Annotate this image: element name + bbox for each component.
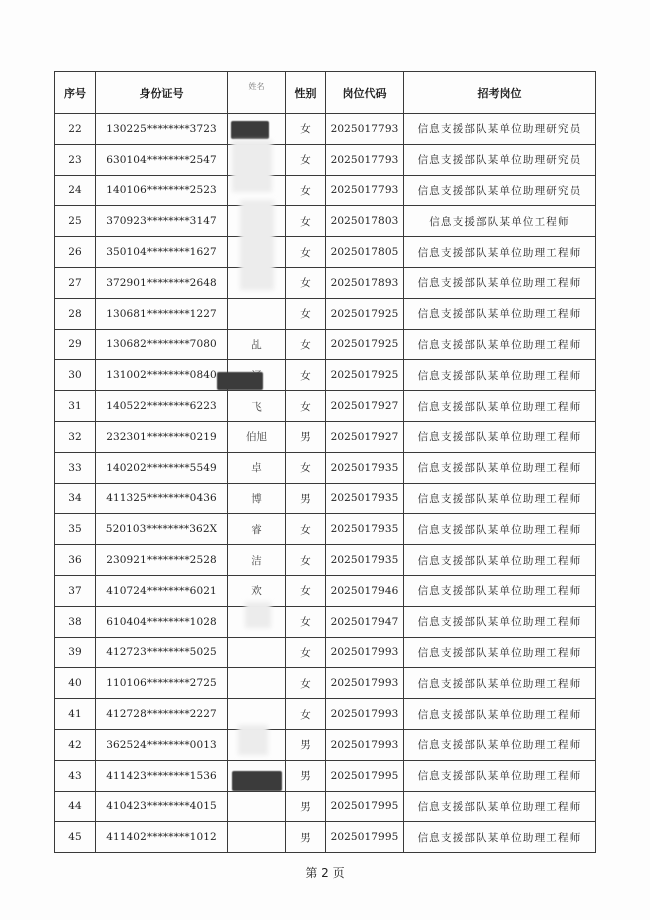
row-name (228, 822, 286, 853)
row-id-number: 412728********2227 (96, 699, 228, 730)
row-position: 信息支援部队某单位助理工程师 (404, 452, 596, 483)
redaction-smudge (240, 200, 274, 290)
header-name: 姓名 (228, 72, 286, 114)
row-name: 乩 (228, 329, 286, 360)
row-id-number: 372901********2648 (96, 267, 228, 298)
row-index: 32 (55, 421, 96, 452)
row-gender: 女 (286, 637, 326, 668)
row-position-code: 2025017995 (326, 760, 404, 791)
row-position-code: 2025017927 (326, 421, 404, 452)
table-row (55, 144, 596, 175)
row-index: 26 (55, 237, 96, 268)
row-id-number: 610404********1028 (96, 606, 228, 637)
table-row (55, 267, 596, 298)
row-position-code: 2025017925 (326, 360, 404, 391)
row-position: 信息支援部队某单位助理工程师 (404, 483, 596, 514)
header-position-code: 岗位代码 (326, 72, 404, 114)
page-number: 第 2 页 (305, 866, 345, 880)
table-row (55, 575, 596, 606)
row-position-code: 2025017925 (326, 298, 404, 329)
row-position: 信息支援部队某单位助理工程师 (404, 545, 596, 576)
row-gender: 女 (286, 175, 326, 206)
row-index: 36 (55, 545, 96, 576)
row-position-code: 2025017935 (326, 514, 404, 545)
redaction-block (232, 771, 282, 791)
row-position: 信息支援部队某单位助理工程师 (404, 298, 596, 329)
row-gender: 女 (286, 267, 326, 298)
redaction-block (217, 372, 263, 390)
row-gender: 女 (286, 391, 326, 422)
row-index: 44 (55, 791, 96, 822)
row-gender: 女 (286, 329, 326, 360)
row-id-number: 131002********0840 (96, 360, 228, 391)
table-row (55, 545, 596, 576)
row-id-number: 130681********1227 (96, 298, 228, 329)
table-row (55, 729, 596, 760)
header-position: 招考岗位 (404, 72, 596, 114)
row-index: 43 (55, 760, 96, 791)
row-id-number: 411423********1536 (96, 760, 228, 791)
row-index: 38 (55, 606, 96, 637)
header-gender: 性别 (286, 72, 326, 114)
row-index: 29 (55, 329, 96, 360)
row-id-number: 140522********6223 (96, 391, 228, 422)
row-position-code: 2025017993 (326, 668, 404, 699)
table-body (55, 114, 596, 853)
row-position-code: 2025017935 (326, 545, 404, 576)
row-index: 30 (55, 360, 96, 391)
row-index: 33 (55, 452, 96, 483)
row-id-number: 412723********5025 (96, 637, 228, 668)
row-position: 信息支援部队某单位助理工程师 (404, 668, 596, 699)
row-index: 24 (55, 175, 96, 206)
row-position-code: 2025017805 (326, 237, 404, 268)
table-row (55, 114, 596, 145)
row-gender: 女 (286, 452, 326, 483)
row-gender: 女 (286, 699, 326, 730)
row-position-code: 2025017995 (326, 791, 404, 822)
redaction-block (231, 121, 269, 139)
row-position: 信息支援部队某单位助理工程师 (404, 391, 596, 422)
row-id-number: 140202********5549 (96, 452, 228, 483)
row-position-code: 2025017995 (326, 822, 404, 853)
row-index: 27 (55, 267, 96, 298)
row-id-number: 110106********2725 (96, 668, 228, 699)
row-position: 信息支援部队某单位助理工程师 (404, 637, 596, 668)
row-name: 卓 (228, 452, 286, 483)
table-row (55, 760, 596, 791)
row-position-code: 2025017793 (326, 144, 404, 175)
table-row (55, 206, 596, 237)
row-position: 信息支援部队某单位助理工程师 (404, 421, 596, 452)
row-position: 信息支援部队某单位助理工程师 (404, 329, 596, 360)
row-gender: 女 (286, 114, 326, 145)
row-gender: 女 (286, 606, 326, 637)
row-index: 34 (55, 483, 96, 514)
header-row (55, 72, 596, 114)
row-name: 洁 (228, 545, 286, 576)
row-id-number: 230921********2528 (96, 545, 228, 576)
table-row (55, 298, 596, 329)
row-gender: 男 (286, 822, 326, 853)
row-position-code: 2025017993 (326, 637, 404, 668)
row-id-number: 362524********0013 (96, 729, 228, 760)
row-gender: 男 (286, 791, 326, 822)
row-gender: 女 (286, 668, 326, 699)
header-index: 序号 (55, 72, 96, 114)
table-row (55, 606, 596, 637)
row-position: 信息支援部队某单位助理工程师 (404, 791, 596, 822)
row-gender: 男 (286, 421, 326, 452)
row-position-code: 2025017946 (326, 575, 404, 606)
table-row (55, 514, 596, 545)
row-position: 信息支援部队某单位助理工程师 (404, 606, 596, 637)
row-position: 信息支援部队某单位助理工程师 (404, 514, 596, 545)
row-position: 信息支援部队某单位助理研究员 (404, 114, 596, 145)
row-name (228, 791, 286, 822)
table-row (55, 668, 596, 699)
row-position-code: 2025017927 (326, 391, 404, 422)
row-position: 信息支援部队某单位助理工程师 (404, 760, 596, 791)
row-gender: 女 (286, 144, 326, 175)
row-index: 28 (55, 298, 96, 329)
row-id-number: 411402********1012 (96, 822, 228, 853)
table-header (55, 72, 596, 114)
row-gender: 女 (286, 575, 326, 606)
row-position: 信息支援部队某单位助理工程师 (404, 267, 596, 298)
table-row (55, 483, 596, 514)
row-index: 37 (55, 575, 96, 606)
row-index: 45 (55, 822, 96, 853)
row-position: 信息支援部队某单位助理工程师 (404, 729, 596, 760)
row-gender: 女 (286, 514, 326, 545)
table-row (55, 699, 596, 730)
table-row (55, 791, 596, 822)
row-gender: 女 (286, 206, 326, 237)
row-position-code: 2025017893 (326, 267, 404, 298)
row-gender: 女 (286, 237, 326, 268)
candidate-table (54, 71, 596, 853)
row-index: 39 (55, 637, 96, 668)
table-row (55, 452, 596, 483)
row-id-number: 350104********1627 (96, 237, 228, 268)
table-row (55, 237, 596, 268)
row-index: 40 (55, 668, 96, 699)
row-position-code: 2025017935 (326, 483, 404, 514)
row-name: 飞 (228, 391, 286, 422)
redaction-smudge (232, 140, 272, 192)
row-name (228, 668, 286, 699)
row-position: 信息支援部队某单位助理工程师 (404, 360, 596, 391)
row-gender: 男 (286, 483, 326, 514)
redaction-smudge (238, 725, 268, 755)
row-name (228, 298, 286, 329)
row-index: 42 (55, 729, 96, 760)
row-gender: 男 (286, 760, 326, 791)
table-row (55, 637, 596, 668)
row-name: 欢 (228, 575, 286, 606)
row-position: 信息支援部队某单位助理工程师 (404, 699, 596, 730)
row-id-number: 232301********0219 (96, 421, 228, 452)
row-id-number: 410423********4015 (96, 791, 228, 822)
row-position: 信息支援部队某单位助理工程师 (404, 575, 596, 606)
table-row (55, 175, 596, 206)
row-gender: 女 (286, 545, 326, 576)
row-position-code: 2025017793 (326, 114, 404, 145)
row-position-code: 2025017935 (326, 452, 404, 483)
row-name: 伯旭 (228, 421, 286, 452)
table-row (55, 329, 596, 360)
row-position-code: 2025017925 (326, 329, 404, 360)
row-position: 信息支援部队某单位助理工程师 (404, 237, 596, 268)
redaction-smudge (245, 602, 271, 628)
row-id-number: 410724********6021 (96, 575, 228, 606)
row-position-code: 2025017793 (326, 175, 404, 206)
row-position-code: 2025017803 (326, 206, 404, 237)
row-position: 信息支援部队某单位助理研究员 (404, 144, 596, 175)
table-row (55, 822, 596, 853)
row-index: 23 (55, 144, 96, 175)
row-gender: 女 (286, 298, 326, 329)
row-index: 35 (55, 514, 96, 545)
row-name (228, 637, 286, 668)
row-id-number: 370923********3147 (96, 206, 228, 237)
row-gender: 女 (286, 360, 326, 391)
row-position-code: 2025017993 (326, 729, 404, 760)
row-index: 25 (55, 206, 96, 237)
row-position-code: 2025017947 (326, 606, 404, 637)
row-gender: 男 (286, 729, 326, 760)
table-row (55, 391, 596, 422)
row-id-number: 140106********2523 (96, 175, 228, 206)
row-index: 41 (55, 699, 96, 730)
row-position: 信息支援部队某单位助理研究员 (404, 175, 596, 206)
row-name: 睿 (228, 514, 286, 545)
row-name: 博 (228, 483, 286, 514)
row-id-number: 130225********3723 (96, 114, 228, 145)
row-id-number: 130682********7080 (96, 329, 228, 360)
row-position: 信息支援部队某单位工程师 (404, 206, 596, 237)
row-position-code: 2025017993 (326, 699, 404, 730)
table-row (55, 421, 596, 452)
row-id-number: 630104********2547 (96, 144, 228, 175)
header-id-number: 身份证号 (96, 72, 228, 114)
row-index: 31 (55, 391, 96, 422)
row-id-number: 520103********362X (96, 514, 228, 545)
row-id-number: 411325********0436 (96, 483, 228, 514)
row-position: 信息支援部队某单位助理工程师 (404, 822, 596, 853)
row-index: 22 (55, 114, 96, 145)
table-row (55, 360, 596, 391)
